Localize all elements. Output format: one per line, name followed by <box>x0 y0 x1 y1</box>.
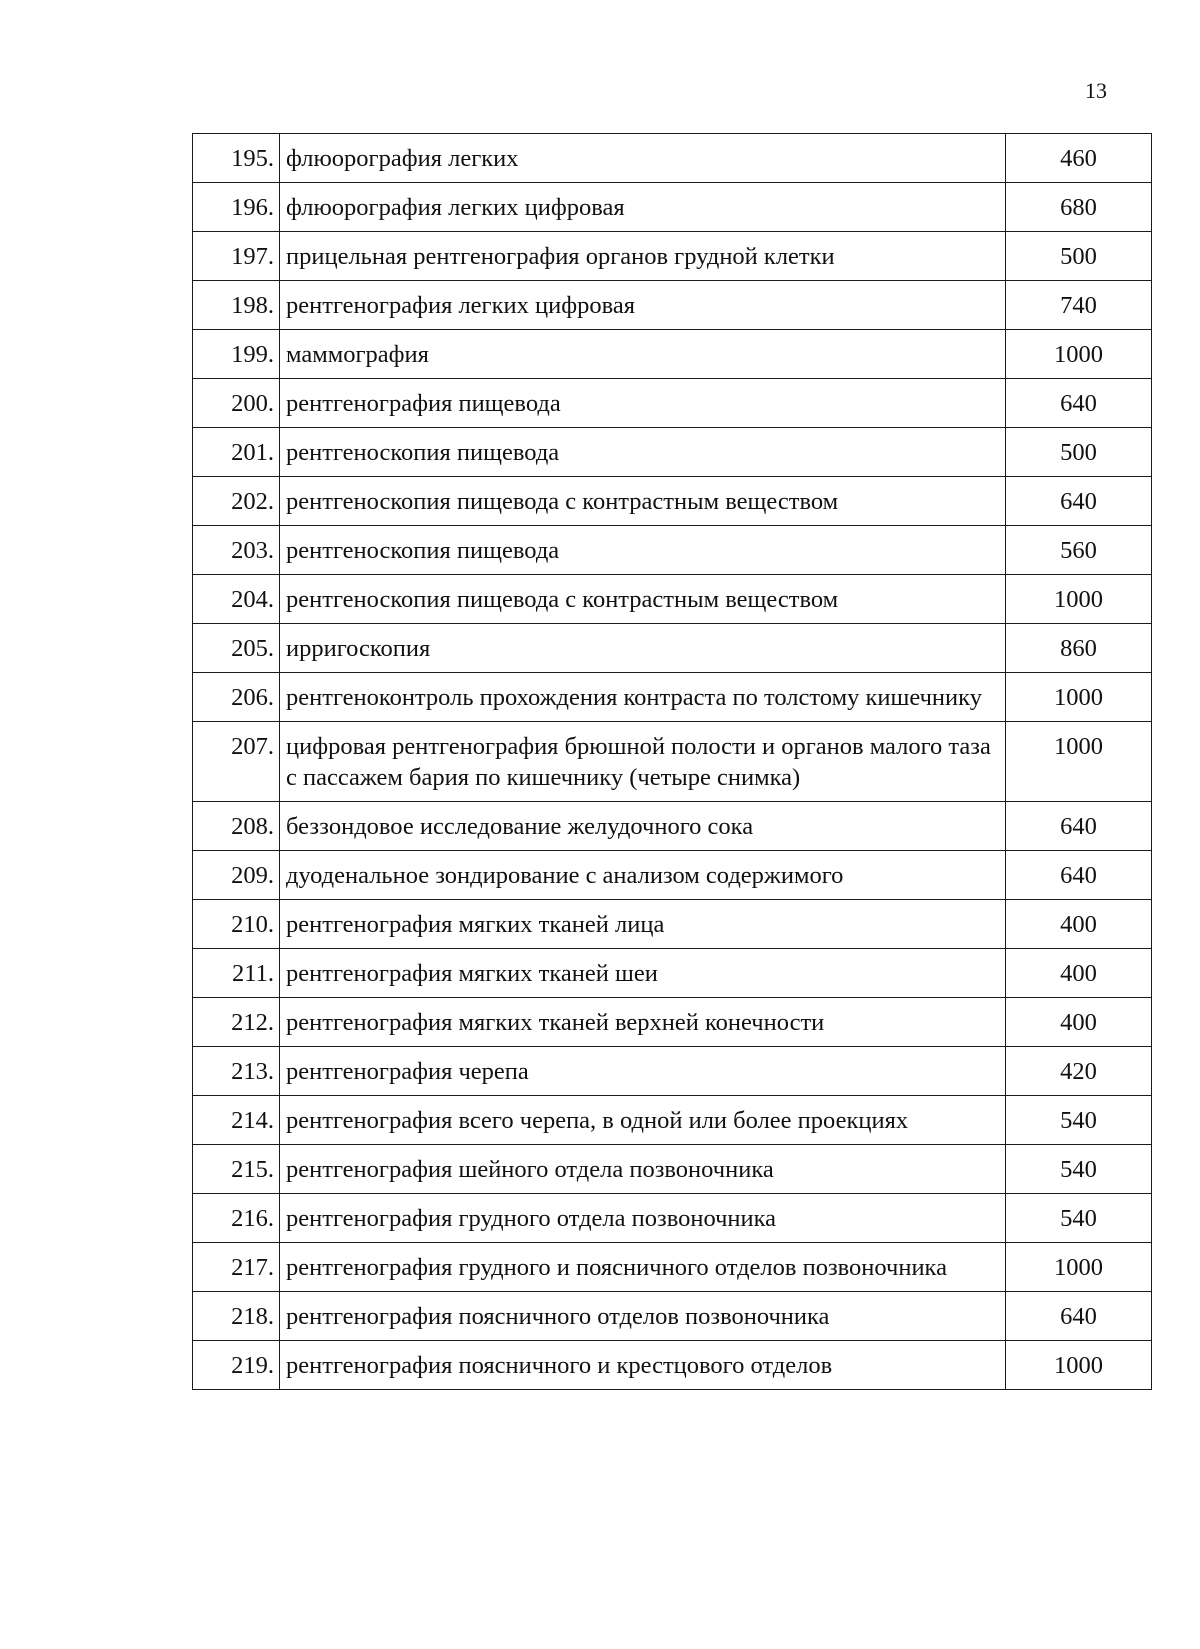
row-number: 201. <box>193 428 280 477</box>
row-number: 202. <box>193 477 280 526</box>
table-row <box>193 1243 1152 1292</box>
row-number: 206. <box>193 673 280 722</box>
row-number: 204. <box>193 575 280 624</box>
service-description: ирригоскопия <box>280 624 1006 673</box>
table-row <box>193 802 1152 851</box>
row-number: 209. <box>193 851 280 900</box>
row-number: 200. <box>193 379 280 428</box>
service-description: флюорография легких <box>280 134 1006 183</box>
table-row <box>193 1145 1152 1194</box>
row-number: 212. <box>193 998 280 1047</box>
service-description: рентгенография мягких тканей шеи <box>280 949 1006 998</box>
table-row <box>193 477 1152 526</box>
service-price: 540 <box>1006 1145 1152 1194</box>
table-row <box>193 526 1152 575</box>
table-row <box>193 575 1152 624</box>
service-price: 1000 <box>1006 1243 1152 1292</box>
service-description: рентгенография мягких тканей лица <box>280 900 1006 949</box>
service-price: 1000 <box>1006 1341 1152 1390</box>
service-price: 680 <box>1006 183 1152 232</box>
row-number: 217. <box>193 1243 280 1292</box>
service-price: 460 <box>1006 134 1152 183</box>
service-price: 500 <box>1006 428 1152 477</box>
service-price: 400 <box>1006 998 1152 1047</box>
table-row <box>193 1096 1152 1145</box>
service-description: рентгенография всего черепа, в одной или более проекциях <box>280 1096 1006 1145</box>
service-price: 560 <box>1006 526 1152 575</box>
row-number: 196. <box>193 183 280 232</box>
table-row <box>193 998 1152 1047</box>
service-description: рентгенография грудного отдела позвоночника <box>280 1194 1006 1243</box>
service-description: рентгенография поясничного отделов позвоночника <box>280 1292 1006 1341</box>
service-description: рентгенография пищевода <box>280 379 1006 428</box>
service-description: рентгенография грудного и поясничного отделов позвоночника <box>280 1243 1006 1292</box>
row-number: 197. <box>193 232 280 281</box>
table-row <box>193 1292 1152 1341</box>
table-row <box>193 379 1152 428</box>
table-row <box>193 1341 1152 1390</box>
service-price: 640 <box>1006 477 1152 526</box>
service-description: рентгеноскопия пищевода <box>280 428 1006 477</box>
service-price: 1000 <box>1006 722 1152 802</box>
service-price: 400 <box>1006 900 1152 949</box>
row-number: 216. <box>193 1194 280 1243</box>
service-price: 860 <box>1006 624 1152 673</box>
row-number: 198. <box>193 281 280 330</box>
service-description: рентгеноконтроль прохождения контраста по толстому кишечнику <box>280 673 1006 722</box>
row-number: 199. <box>193 330 280 379</box>
service-price: 640 <box>1006 851 1152 900</box>
row-number: 215. <box>193 1145 280 1194</box>
table-row <box>193 1194 1152 1243</box>
table-row <box>193 281 1152 330</box>
table-row <box>193 330 1152 379</box>
service-description: флюорография легких цифровая <box>280 183 1006 232</box>
table-row <box>193 900 1152 949</box>
service-description: дуоденальное зондирование с анализом содержимого <box>280 851 1006 900</box>
service-description: рентгеноскопия пищевода <box>280 526 1006 575</box>
row-number: 211. <box>193 949 280 998</box>
service-price: 540 <box>1006 1194 1152 1243</box>
table-row <box>193 851 1152 900</box>
table-row <box>193 624 1152 673</box>
service-price: 1000 <box>1006 330 1152 379</box>
table-row <box>193 183 1152 232</box>
service-price: 540 <box>1006 1096 1152 1145</box>
row-number: 205. <box>193 624 280 673</box>
service-description: цифровая рентгенография брюшной полости и органов малого таза с пассажем бария по кишечнику (четыре снимка) <box>280 722 1006 802</box>
table-row <box>193 134 1152 183</box>
table-row <box>193 1047 1152 1096</box>
row-number: 210. <box>193 900 280 949</box>
service-price: 400 <box>1006 949 1152 998</box>
price-table <box>192 133 1152 1390</box>
service-description: рентгенография поясничного и крестцового отделов <box>280 1341 1006 1390</box>
service-description: рентгенография легких цифровая <box>280 281 1006 330</box>
page-number: 13 <box>1085 78 1107 103</box>
service-description: рентгенография черепа <box>280 1047 1006 1096</box>
row-number: 208. <box>193 802 280 851</box>
service-price: 500 <box>1006 232 1152 281</box>
service-description: маммография <box>280 330 1006 379</box>
row-number: 213. <box>193 1047 280 1096</box>
service-price: 640 <box>1006 1292 1152 1341</box>
service-description: беззондовое исследование желудочного сока <box>280 802 1006 851</box>
table-row <box>193 722 1152 802</box>
row-number: 218. <box>193 1292 280 1341</box>
row-number: 219. <box>193 1341 280 1390</box>
table-row <box>193 949 1152 998</box>
service-price: 1000 <box>1006 673 1152 722</box>
service-price: 420 <box>1006 1047 1152 1096</box>
row-number: 203. <box>193 526 280 575</box>
service-description: прицельная рентгенография органов грудной клетки <box>280 232 1006 281</box>
service-price: 740 <box>1006 281 1152 330</box>
service-description: рентгенография шейного отдела позвоночника <box>280 1145 1006 1194</box>
row-number: 214. <box>193 1096 280 1145</box>
table-row <box>193 673 1152 722</box>
service-price: 640 <box>1006 802 1152 851</box>
service-price: 1000 <box>1006 575 1152 624</box>
table-row <box>193 232 1152 281</box>
service-description: рентгеноскопия пищевода с контрастным веществом <box>280 477 1006 526</box>
service-description: рентгеноскопия пищевода с контрастным веществом <box>280 575 1006 624</box>
service-description: рентгенография мягких тканей верхней конечности <box>280 998 1006 1047</box>
price-table-body <box>193 134 1152 1390</box>
row-number: 207. <box>193 722 280 802</box>
table-row <box>193 428 1152 477</box>
row-number: 195. <box>193 134 280 183</box>
service-price: 640 <box>1006 379 1152 428</box>
